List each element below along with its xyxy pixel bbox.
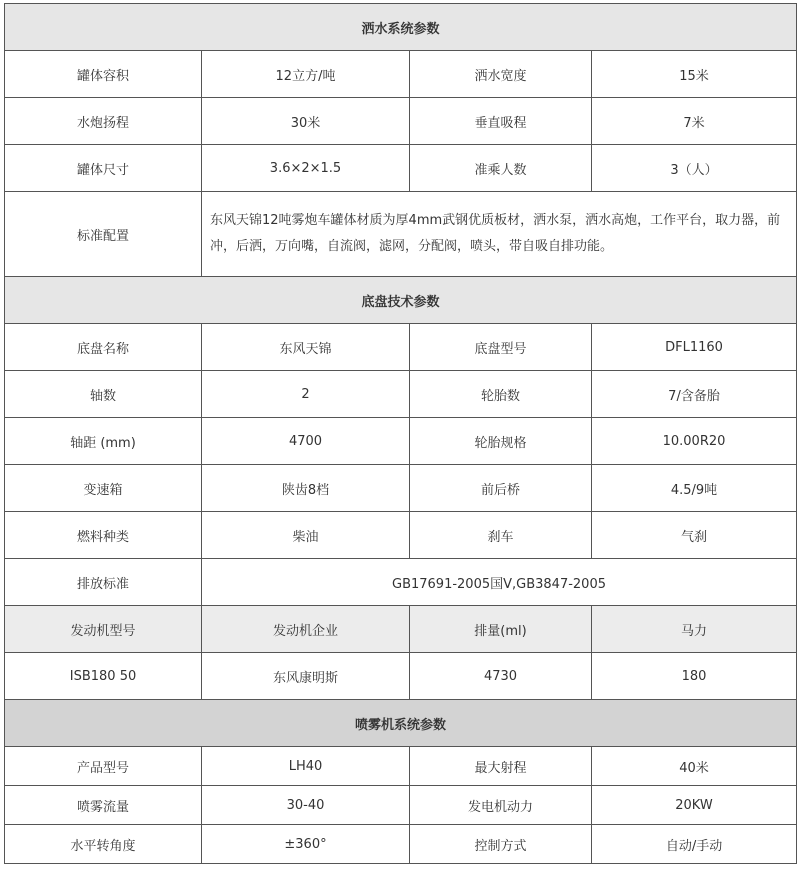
engine-header-row [5, 606, 797, 653]
engine-row [5, 653, 797, 700]
param-label: 垂直吸程 [410, 98, 592, 145]
engine-horsepower: 180 [592, 653, 797, 700]
param-label: 水平转角度 [5, 825, 202, 864]
param-label: 排放标准 [5, 559, 202, 606]
param-label: 洒水宽度 [410, 51, 592, 98]
table-row [5, 418, 797, 465]
param-value: DFL1160 [592, 324, 797, 371]
table-row [5, 98, 797, 145]
column-header: 马力 [592, 606, 797, 653]
param-label: 罐体尺寸 [5, 145, 202, 192]
table-row [5, 825, 797, 864]
param-label: 最大射程 [410, 747, 592, 786]
param-label: 底盘名称 [5, 324, 202, 371]
param-value: 3（人） [592, 145, 797, 192]
param-label: 发电机动力 [410, 786, 592, 825]
param-label: 底盘型号 [410, 324, 592, 371]
param-value: 20KW [592, 786, 797, 825]
table-row-emission [5, 559, 797, 606]
section-header-chassis [5, 277, 797, 324]
param-label: 变速箱 [5, 465, 202, 512]
param-label: 轮胎数 [410, 371, 592, 418]
param-label: 刹车 [410, 512, 592, 559]
section-header-water-system [5, 4, 797, 51]
table-row [5, 786, 797, 825]
column-header: 排量(ml) [410, 606, 592, 653]
param-value: 40米 [592, 747, 797, 786]
table-row [5, 324, 797, 371]
param-value: 7/含备胎 [592, 371, 797, 418]
table-row [5, 371, 797, 418]
table-row [5, 51, 797, 98]
column-header: 发动机型号 [5, 606, 202, 653]
param-value: 4700 [202, 418, 410, 465]
param-value: 4.5/9吨 [592, 465, 797, 512]
param-value: 2 [202, 371, 410, 418]
section-header-sprayer [5, 700, 797, 747]
param-value: 3.6×2×1.5 [202, 145, 410, 192]
engine-model: ISB180 50 [5, 653, 202, 700]
section-title: 底盘技术参数 [5, 277, 797, 324]
spec-table [4, 3, 797, 864]
param-label: 罐体容积 [5, 51, 202, 98]
param-value: LH40 [202, 747, 410, 786]
engine-maker: 东风康明斯 [202, 653, 410, 700]
param-value: 15米 [592, 51, 797, 98]
param-value: ±360° [202, 825, 410, 864]
table-row [5, 145, 797, 192]
section-title: 洒水系统参数 [5, 4, 797, 51]
param-value: 12立方/吨 [202, 51, 410, 98]
param-label: 轴数 [5, 371, 202, 418]
param-label: 控制方式 [410, 825, 592, 864]
column-header: 发动机企业 [202, 606, 410, 653]
emission-standard-value: GB17691-2005国Ⅴ,GB3847-2005 [202, 559, 797, 606]
param-value: 气刹 [592, 512, 797, 559]
table-row [5, 465, 797, 512]
param-value: 自动/手动 [592, 825, 797, 864]
param-label: 轮胎规格 [410, 418, 592, 465]
param-label: 准乘人数 [410, 145, 592, 192]
param-value: 柴油 [202, 512, 410, 559]
section-title: 喷雾机系统参数 [5, 700, 797, 747]
standard-config-text: 东风天锦12吨雾炮车罐体材质为厚4mm武钢优质板材，洒水泵，洒水高炮，工作平台，取力器，前冲，后洒，万向嘴，自流阀，滤网，分配阀，喷头，带自吸自排功能。 [202, 192, 797, 277]
table-row [5, 747, 797, 786]
param-value: 30-40 [202, 786, 410, 825]
param-value: 陕齿8档 [202, 465, 410, 512]
param-label: 轴距 (mm) [5, 418, 202, 465]
param-value: 7米 [592, 98, 797, 145]
param-value: 10.00R20 [592, 418, 797, 465]
param-label: 标准配置 [5, 192, 202, 277]
engine-displacement: 4730 [410, 653, 592, 700]
param-value: 30米 [202, 98, 410, 145]
table-row [5, 512, 797, 559]
param-label: 喷雾流量 [5, 786, 202, 825]
param-label: 水炮扬程 [5, 98, 202, 145]
param-label: 产品型号 [5, 747, 202, 786]
param-label: 燃料种类 [5, 512, 202, 559]
param-label: 前后桥 [410, 465, 592, 512]
table-row-standard-config [5, 192, 797, 277]
param-value: 东风天锦 [202, 324, 410, 371]
